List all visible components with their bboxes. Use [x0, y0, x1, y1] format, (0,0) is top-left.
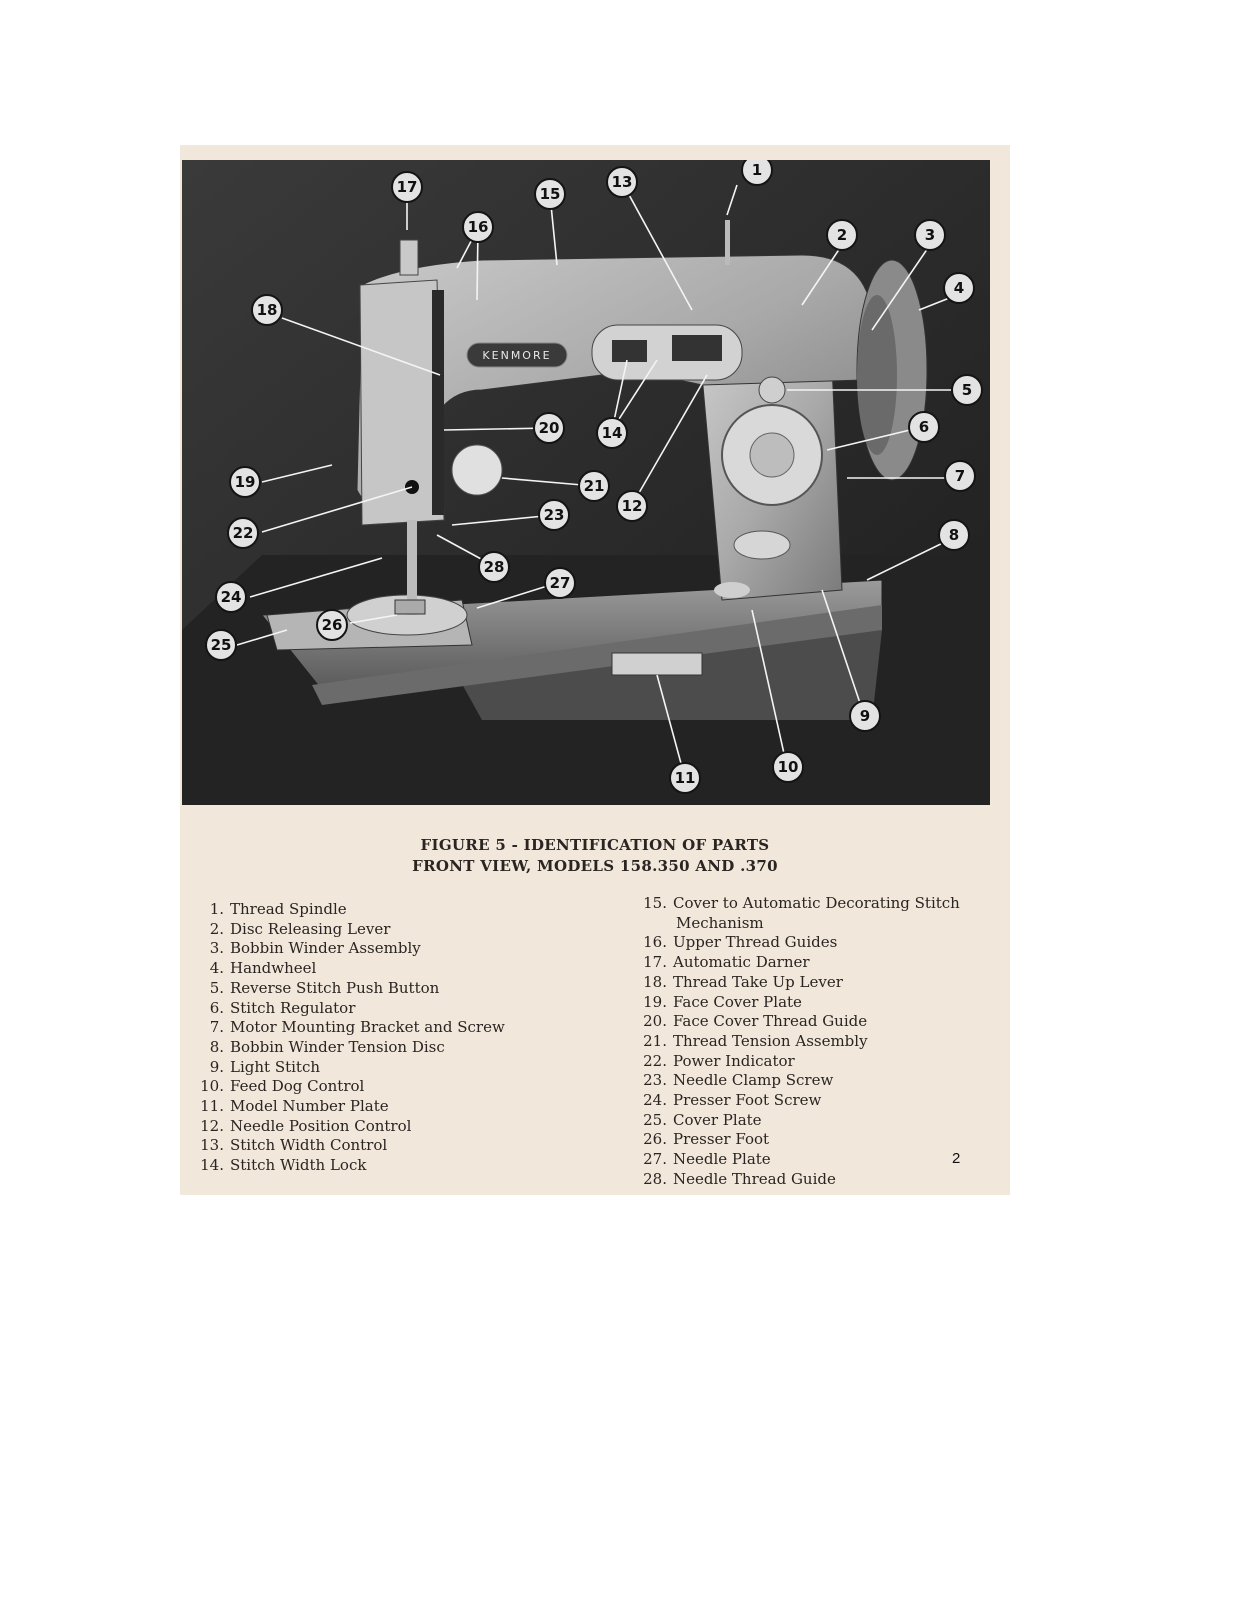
list-item: 17. Automatic Darner — [643, 953, 810, 972]
callout-8 — [939, 520, 969, 550]
svg-text:17: 17 — [396, 178, 418, 196]
callout-16 — [463, 212, 493, 242]
callout-11 — [670, 763, 700, 793]
list-item: 6. Stitch Regulator — [209, 998, 356, 1017]
svg-text:9: 9 — [859, 707, 871, 725]
list-item: 9. Light Stitch — [209, 1057, 321, 1076]
list-item: 10. Feed Dog Control — [200, 1077, 365, 1096]
callout-2 — [827, 220, 857, 250]
callout-9 — [850, 701, 880, 731]
list-item: 7. Motor Mounting Bracket and Screw — [209, 1018, 505, 1037]
brand-plate-text: KENMORE — [482, 349, 552, 362]
list-item: 11. Model Number Plate — [200, 1097, 389, 1116]
callout-19 — [230, 467, 260, 497]
callout-18 — [252, 295, 282, 325]
list-item: 13. Stitch Width Control — [200, 1136, 388, 1155]
svg-text:14: 14 — [601, 424, 623, 442]
svg-text:26: 26 — [321, 616, 343, 634]
svg-text:19: 19 — [234, 473, 256, 491]
svg-text:2: 2 — [836, 226, 848, 244]
list-item: 14. Stitch Width Lock — [200, 1156, 367, 1175]
callout-5 — [952, 375, 982, 405]
page-number: 2 — [952, 1150, 961, 1167]
svg-text:24: 24 — [220, 588, 242, 606]
callout-28 — [479, 552, 509, 582]
callout-10 — [773, 752, 803, 782]
callout-23 — [539, 500, 569, 530]
svg-text:23: 23 — [543, 506, 565, 524]
callout-4 — [944, 273, 974, 303]
callout-15 — [535, 179, 565, 209]
callout-1 — [742, 160, 772, 185]
svg-text:10: 10 — [777, 758, 799, 776]
svg-text:7: 7 — [954, 467, 966, 485]
callout-24 — [216, 582, 246, 612]
sewing-machine-figure — [182, 160, 990, 805]
list-item: 26. Presser Foot — [643, 1130, 770, 1149]
list-item: 15. Cover to Automatic Decorating Stitch Mechanism — [643, 894, 960, 932]
svg-text:15: 15 — [539, 185, 561, 203]
svg-text:8: 8 — [948, 526, 960, 544]
callout-14 — [597, 418, 627, 448]
callout-13 — [607, 167, 637, 197]
callout-3 — [915, 220, 945, 250]
list-item: 25. Cover Plate — [643, 1110, 762, 1129]
list-item: 16. Upper Thread Guides — [643, 933, 838, 952]
svg-text:28: 28 — [483, 558, 505, 576]
svg-text:3: 3 — [924, 226, 936, 244]
svg-text:27: 27 — [549, 574, 571, 592]
caption-line-2: FRONT VIEW, MODELS 158.350 AND .370 — [412, 857, 778, 875]
callout-17 — [392, 172, 422, 202]
callout-21 — [579, 471, 609, 501]
callout-20 — [534, 413, 564, 443]
list-item: 3. Bobbin Winder Assembly — [209, 939, 421, 958]
callout-7 — [945, 461, 975, 491]
svg-text:25: 25 — [210, 636, 232, 654]
svg-text:12: 12 — [621, 497, 643, 515]
list-item: 28. Needle Thread Guide — [643, 1169, 836, 1188]
list-item: 12. Needle Position Control — [200, 1116, 412, 1135]
list-item: 4. Handwheel — [209, 959, 317, 978]
svg-text:13: 13 — [611, 173, 633, 191]
figure-caption — [180, 835, 1010, 877]
sewing-machine-illustration — [182, 160, 990, 805]
callout-12 — [617, 491, 647, 521]
list-item: 24. Presser Foot Screw — [643, 1091, 822, 1110]
callout-6 — [909, 412, 939, 442]
list-item: 19. Face Cover Plate — [643, 992, 802, 1011]
list-item: 21. Thread Tension Assembly — [643, 1031, 868, 1050]
caption-line-1: FIGURE 5 - IDENTIFICATION OF PARTS — [420, 836, 770, 854]
svg-text:22: 22 — [232, 524, 254, 542]
list-item: 18. Thread Take Up Lever — [643, 972, 843, 991]
list-item: 27. Needle Plate — [643, 1150, 771, 1169]
list-item: 8. Bobbin Winder Tension Disc — [209, 1037, 445, 1056]
svg-text:20: 20 — [538, 419, 560, 437]
svg-text:6: 6 — [918, 418, 930, 436]
list-item: 5. Reverse Stitch Push Button — [209, 978, 440, 997]
list-item: 1. Thread Spindle — [209, 900, 347, 918]
svg-text:1: 1 — [751, 161, 763, 179]
svg-text:18: 18 — [256, 301, 278, 319]
callout-26 — [317, 610, 347, 640]
callout-22 — [228, 518, 258, 548]
list-item: 2. Disc Releasing Lever — [209, 919, 391, 938]
list-item: 22. Power Indicator — [643, 1051, 795, 1070]
callout-25 — [206, 630, 236, 660]
svg-text:21: 21 — [583, 477, 605, 495]
svg-text:11: 11 — [674, 769, 696, 787]
svg-text:4: 4 — [953, 279, 965, 297]
parts-list-left — [200, 900, 505, 1176]
svg-text:16: 16 — [467, 218, 489, 236]
list-item: 20. Face Cover Thread Guide — [643, 1012, 868, 1031]
svg-text:5: 5 — [961, 381, 973, 399]
parts-list-right — [643, 894, 960, 1190]
callout-27 — [545, 568, 575, 598]
list-item: 23. Needle Clamp Screw — [643, 1071, 834, 1090]
